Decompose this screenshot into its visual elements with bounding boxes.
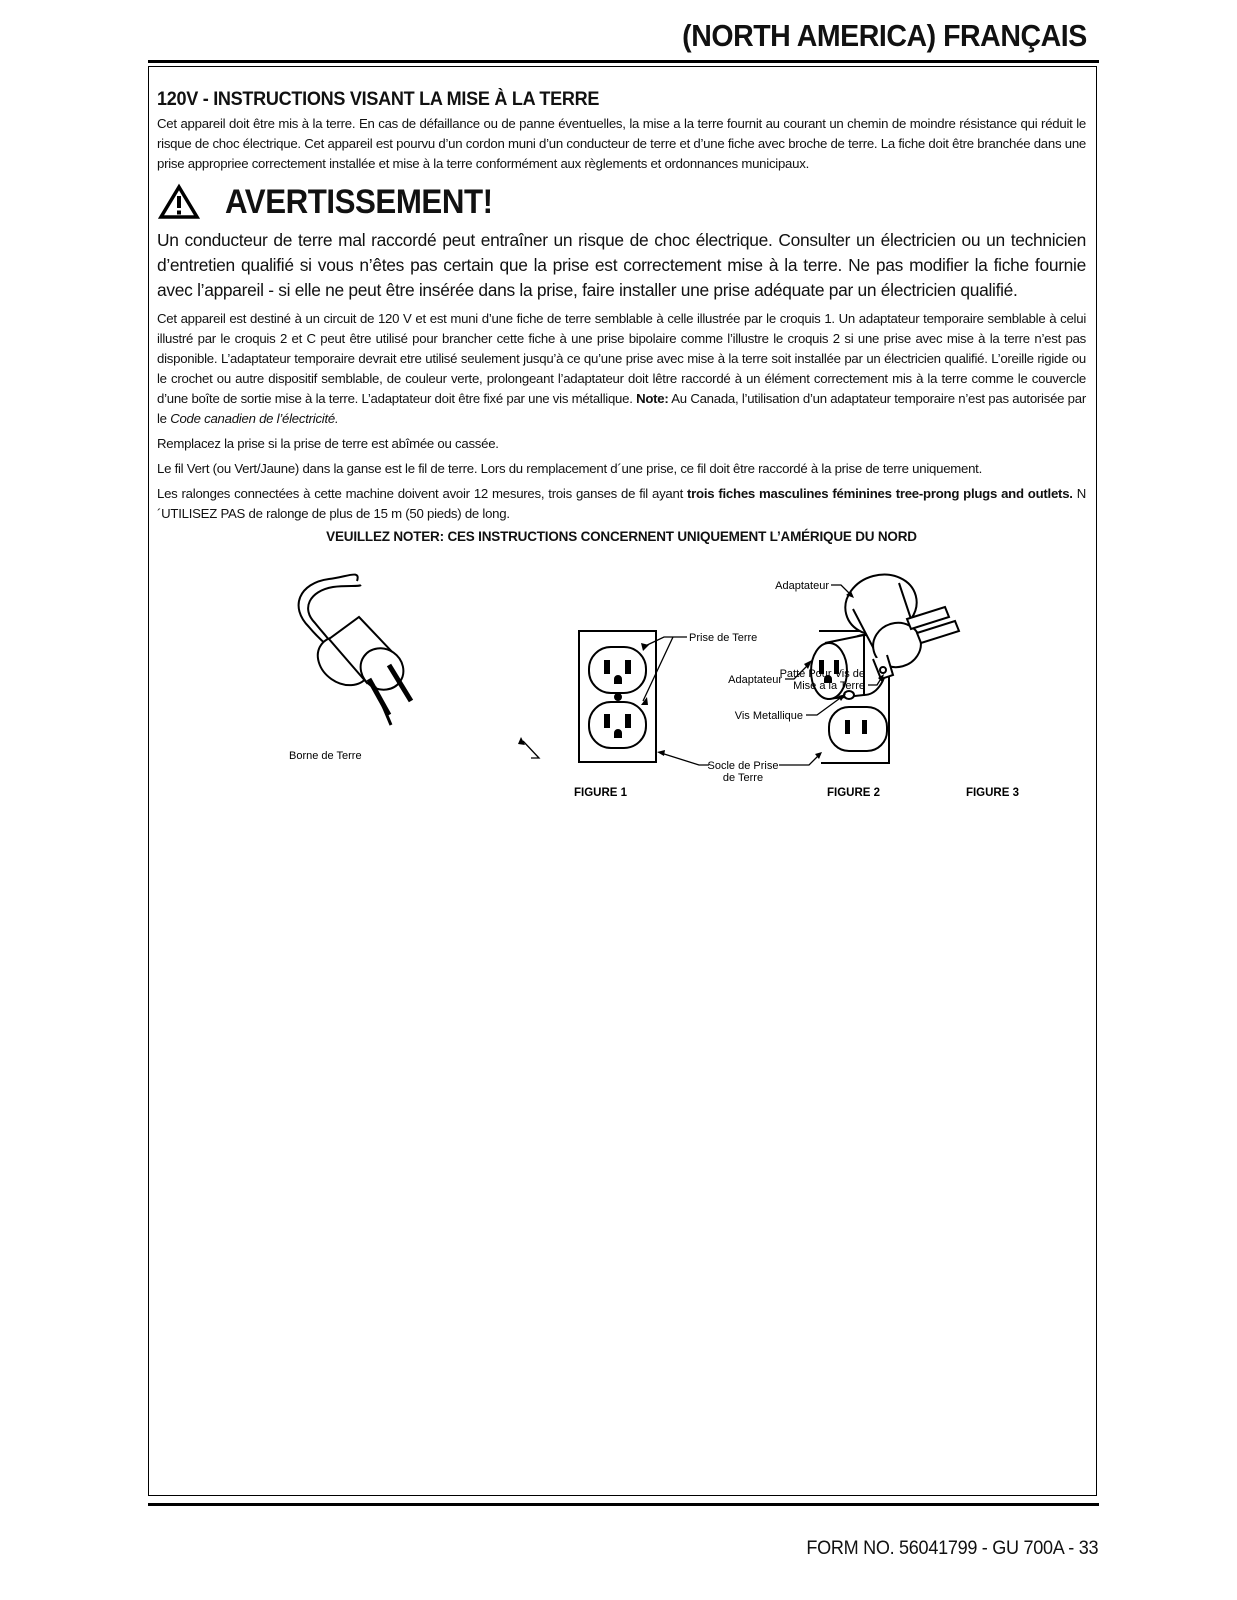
warning-title: AVERTISSEMENT! — [225, 182, 493, 221]
body-paragraph-4 — [157, 484, 1086, 524]
body-paragraph-2: Remplacez la prise si la prise de terre est abîmée ou cassée. — [157, 436, 499, 451]
body-p4-end: N´UTILISEZ PAS de ralonge de plus de 15 m (50 pieds) de long. — [157, 486, 1086, 521]
body-p1-note-label: Note: — [636, 391, 669, 406]
body-paragraph-3: Le fil Vert (ou Vert/Jaune) dans la ganse est le fil de terre. Lors du remplacement d´une prise, ce fil doit être raccordé à la prise de terre uniquement. — [157, 461, 983, 476]
prise-de-terre-text: Prise de Terre — [689, 632, 758, 644]
adaptateur-text: Adaptateur — [728, 674, 782, 686]
footer-form-number: FORM NO. 56041799 - GU 700A - 33 — [806, 1538, 1098, 1559]
body-p1-note-text: Au Canada, l’utilisation d’un adaptateur temporaire n’est pas autorisée par le — [157, 391, 1086, 426]
figure-3-caption: FIGURE 3 — [965, 787, 1019, 799]
adaptateur-3-text: Adaptateur — [775, 580, 829, 592]
header-rule — [148, 60, 1099, 63]
warning-text: Un conducteur de terre mal raccordé peut entraîner un risque de choc électrique. Consulter un électricien ou un technicien d’entretien qualifié si vous n’êtes pas certain que la prise est correctement mise à la terre. Ne pas modifier la fiche fournie avec l’appareil - si elle ne peut être insérée dans la prise, faire installer une prise adéquate par un électricien qualifié. — [157, 230, 1086, 300]
content-box — [148, 66, 1097, 1496]
vis-metallique-text: Vis Metallique — [734, 710, 803, 722]
socle-prise-line2: de Terre — [722, 772, 764, 784]
label-borne-de-terre — [289, 737, 539, 762]
body-p1-note-italic: Code canadien de l’électricité. — [170, 411, 339, 426]
intro-paragraph: Cet appareil doit être mis à la terre. En cas de défaillance ou de panne éventuelles, la mise a la terre fournit au courant un chemin de moindre résistance qui réduit le risque de choc électrique. Cet appareil est pourvu d’un cordon muni d’un conducteur de terre et d’une fiche avec broche de terre. La fiche doit être branchée dans une prise appropriee correctement installée et mise à la terre conformément aux règlements et ordonnances municipaux. — [157, 116, 1086, 171]
figure-1-plug-illustration — [299, 575, 412, 725]
warning-triangle-icon — [159, 185, 199, 219]
section-heading: 120V - INSTRUCTIONS VISANT LA MISE À LA TERRE — [157, 89, 600, 110]
page-header-title: (NORTH AMERICA) FRANÇAIS — [682, 18, 1087, 53]
footer-rule — [148, 1503, 1099, 1506]
content-inner — [157, 89, 1086, 544]
patte-line1: Patte Pour Vis de — [779, 668, 865, 680]
body-paragraph-1 — [157, 309, 1086, 429]
borne-de-terre-text: Borne de Terre — [289, 750, 362, 762]
north-america-note: VEUILLEZ NOTER: CES INSTRUCTIONS CONCERNENT UNIQUEMENT L’AMÉRIQUE DU NORD — [326, 529, 917, 544]
patte-line2: Mise a la Terre — [793, 680, 865, 692]
warning-header — [157, 180, 1086, 224]
figure-3-adapter-illustration — [769, 555, 1089, 755]
figure-2-caption: FIGURE 2 — [827, 787, 881, 799]
figure-1-caption: FIGURE 1 — [574, 787, 628, 799]
body-p4-bold: trois fiches masculines féminines tree-prong plugs and outlets. — [687, 486, 1073, 501]
socle-prise-line1: Socle de Prise — [707, 760, 779, 772]
body-p4-main: Les ralonges connectées à cette machine doivent avoir 12 mesures, trois ganses de fil ayant — [157, 486, 688, 501]
body-p1-main: Cet appareil est destiné à un circuit de 120 V et est muni d’une fiche de terre semblable à celle illustrée par le croquis 1. Un adaptateur temporaire semblable à celui illustré par le croquis 2 et C peut être utilisé pour brancher cette fiche à une prise bipolaire comme l’illustre le croquis 2 si une prise avec mise à la terre n’est pas disponible. L’adaptateur temporaire devrait etre utilisé seulement jusqu’à ce qu’une prise avec mise à la terre soit installée par un électricien qualifié. L’oreille rigide ou le crochet ou autre dispositif semblable, de couleur verte, prolongeant l’adaptateur doit lêtre raccordé à un élément correctement mis à la terre comme le couvercle d’une boîte de sortie mise à la terre. L’adaptateur doit être fixé par une vis métallique. — [157, 311, 1086, 406]
